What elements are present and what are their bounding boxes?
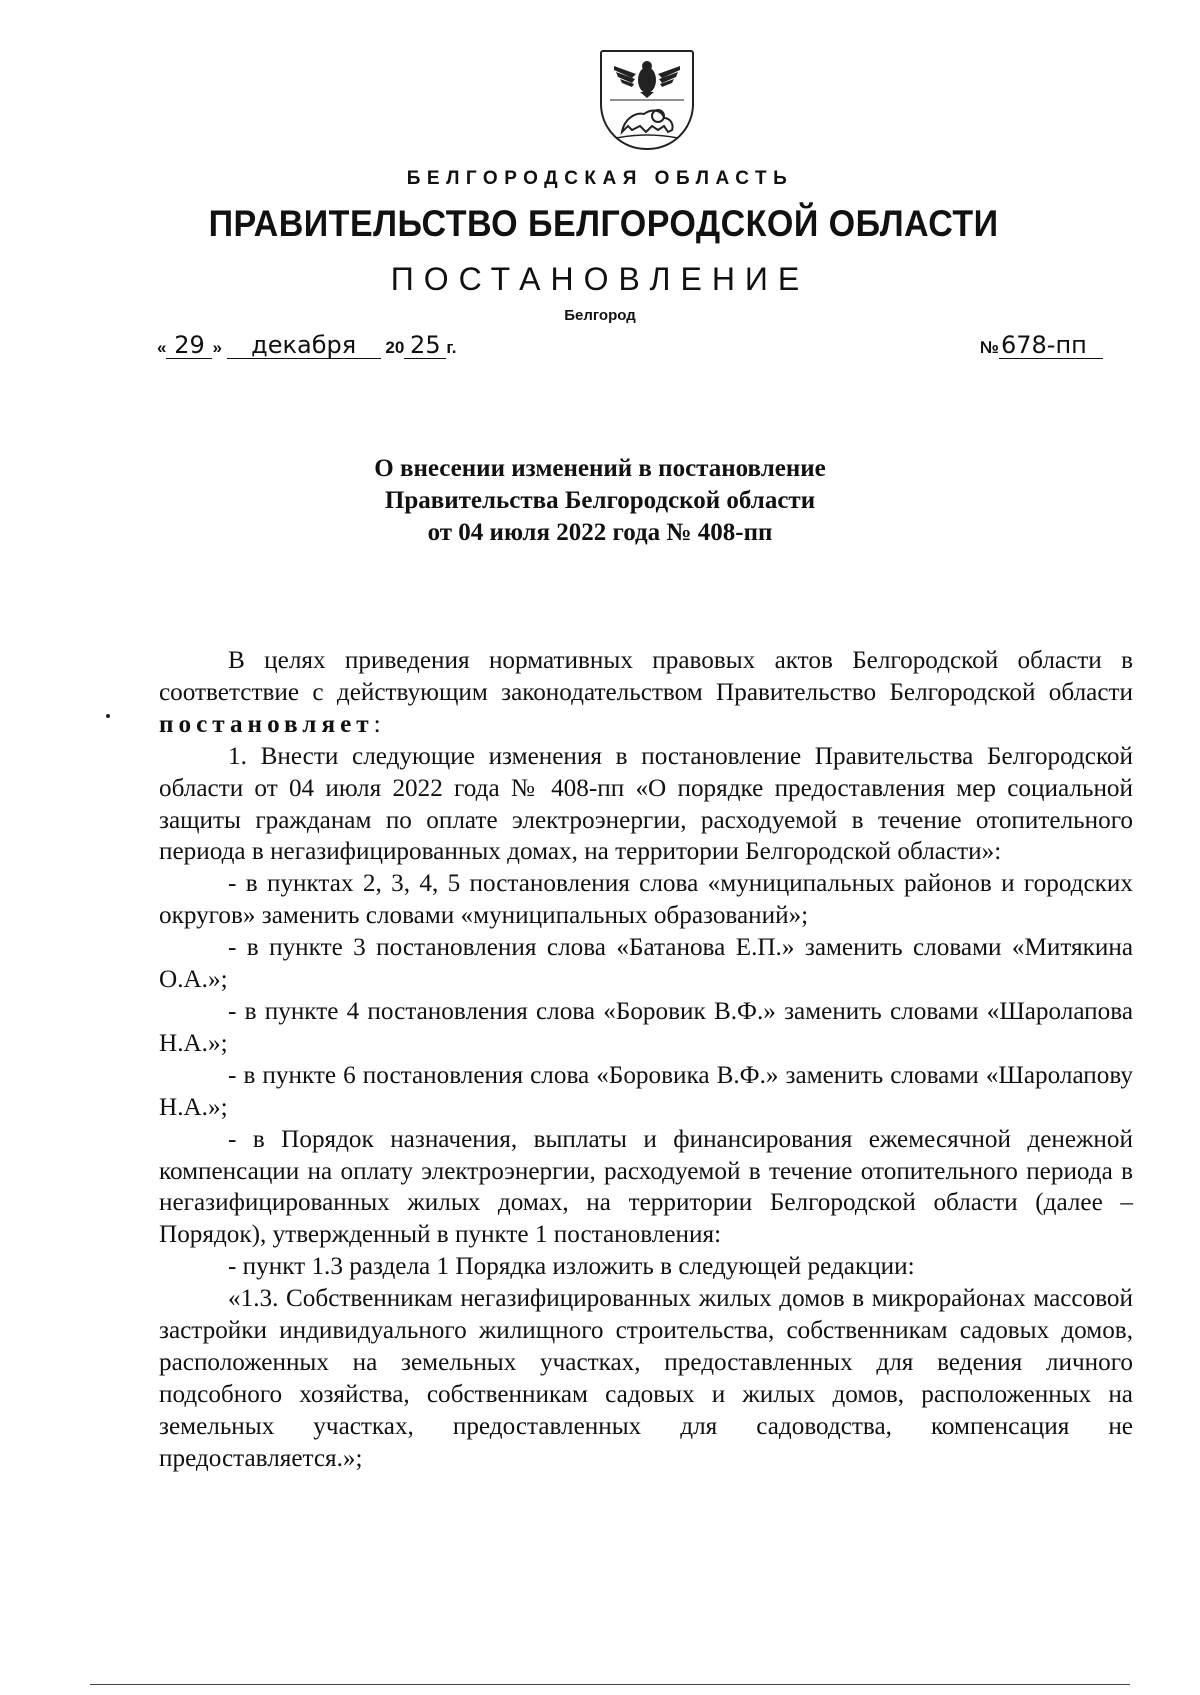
preamble-colon: : (373, 710, 381, 738)
date-day: 29 (166, 332, 212, 359)
body-paragraph: - в пункте 6 постановления слова «Боровика В.Ф.» заменить словами «Шаролапову Н.А.»; (159, 1061, 1133, 1121)
region-name: БЕЛГОРОДСКАЯ ОБЛАСТЬ (406, 168, 794, 189)
date-year: 25 (404, 332, 446, 359)
date-close-quote: » (212, 338, 222, 357)
body-paragraph: 1. Внести следующие изменения в постановление Правительства Белгородской области от 04 июля 2022 года № 408-пп «О порядке предоставления мер социальной защиты гражданам по оплате электроэнергии, расходуемой в течение отопительного периода в негазифицированных домах, на территории Белгородской области»: (159, 742, 1133, 866)
body-paragraph: - в пунктах 2, 3, 4, 5 постановления слова «муниципальных районов и городских округов» заменить словами «муниципальных образований»; (159, 870, 1133, 930)
date-century: 20 (385, 338, 405, 357)
preamble-text: В целях приведения нормативных правовых актов Белгородской области в соответствие с действующим законодательством Правительство Белгородской области (159, 647, 1133, 706)
body-paragraph: - пункт 1.3 раздела 1 Порядка изложить в следующей редакции: (228, 1253, 915, 1281)
document-body (159, 645, 1133, 1475)
title-line: О внесении изменений в постановление (374, 455, 826, 482)
title-line: от 04 июля 2022 года № 408-пп (427, 519, 773, 546)
document-city: Белгород (564, 307, 636, 324)
title-line: Правительства Белгородской области (384, 487, 816, 514)
scan-footer-line (90, 1684, 1130, 1685)
date-year-mark: г. (446, 338, 457, 357)
body-paragraph: - в пункте 3 постановления слова «Батанова Е.П.» заменить словами «Митякина О.А.»; (159, 934, 1133, 994)
preamble-paragraph (159, 645, 1133, 741)
scan-speck (106, 714, 110, 718)
body-paragraph: - в пункте 4 постановления слова «Боровик В.Ф.» заменить словами «Шаролапова Н.А.»; (159, 997, 1133, 1057)
date-open-quote: « (157, 338, 167, 357)
body-paragraph: - в Порядок назначения, выплаты и финансирования ежемесячной денежной компенсации на оплату электроэнергии, расходуемой в течение отопительного периода в негазифицированных жилых домах, на территории Белгородской области (далее – Порядок), утвержденный в пункте 1 постановления: (159, 1125, 1133, 1249)
document-date (157, 332, 456, 359)
coat-of-arms-emblem (600, 50, 694, 150)
body-paragraph: «1.3. Собственникам негазифицированных жилых домов в микрорайонах массовой застройки индивидуального жилищного строительства, собственникам садовых домов, расположенных на земельных участках, предоставленных для ведения личного подсобного хозяйства, собственникам садовых и жилых домов, расположенных на земельных участках, предоставленных для садоводства, компенсация не предоставляется.»; (159, 1285, 1133, 1472)
number-value: 678-пп (999, 332, 1103, 359)
government-name: ПРАВИТЕЛЬСТВО БЕЛГОРОДСКОЙ ОБЛАСТИ (208, 203, 999, 244)
date-month: декабря (227, 332, 381, 359)
document-type: ПОСТАНОВЛЕНИЕ (390, 261, 810, 297)
document-title (0, 453, 1200, 549)
number-prefix: № (980, 338, 999, 357)
document-number (980, 332, 1103, 359)
resolves-word: постановляет (159, 710, 374, 738)
